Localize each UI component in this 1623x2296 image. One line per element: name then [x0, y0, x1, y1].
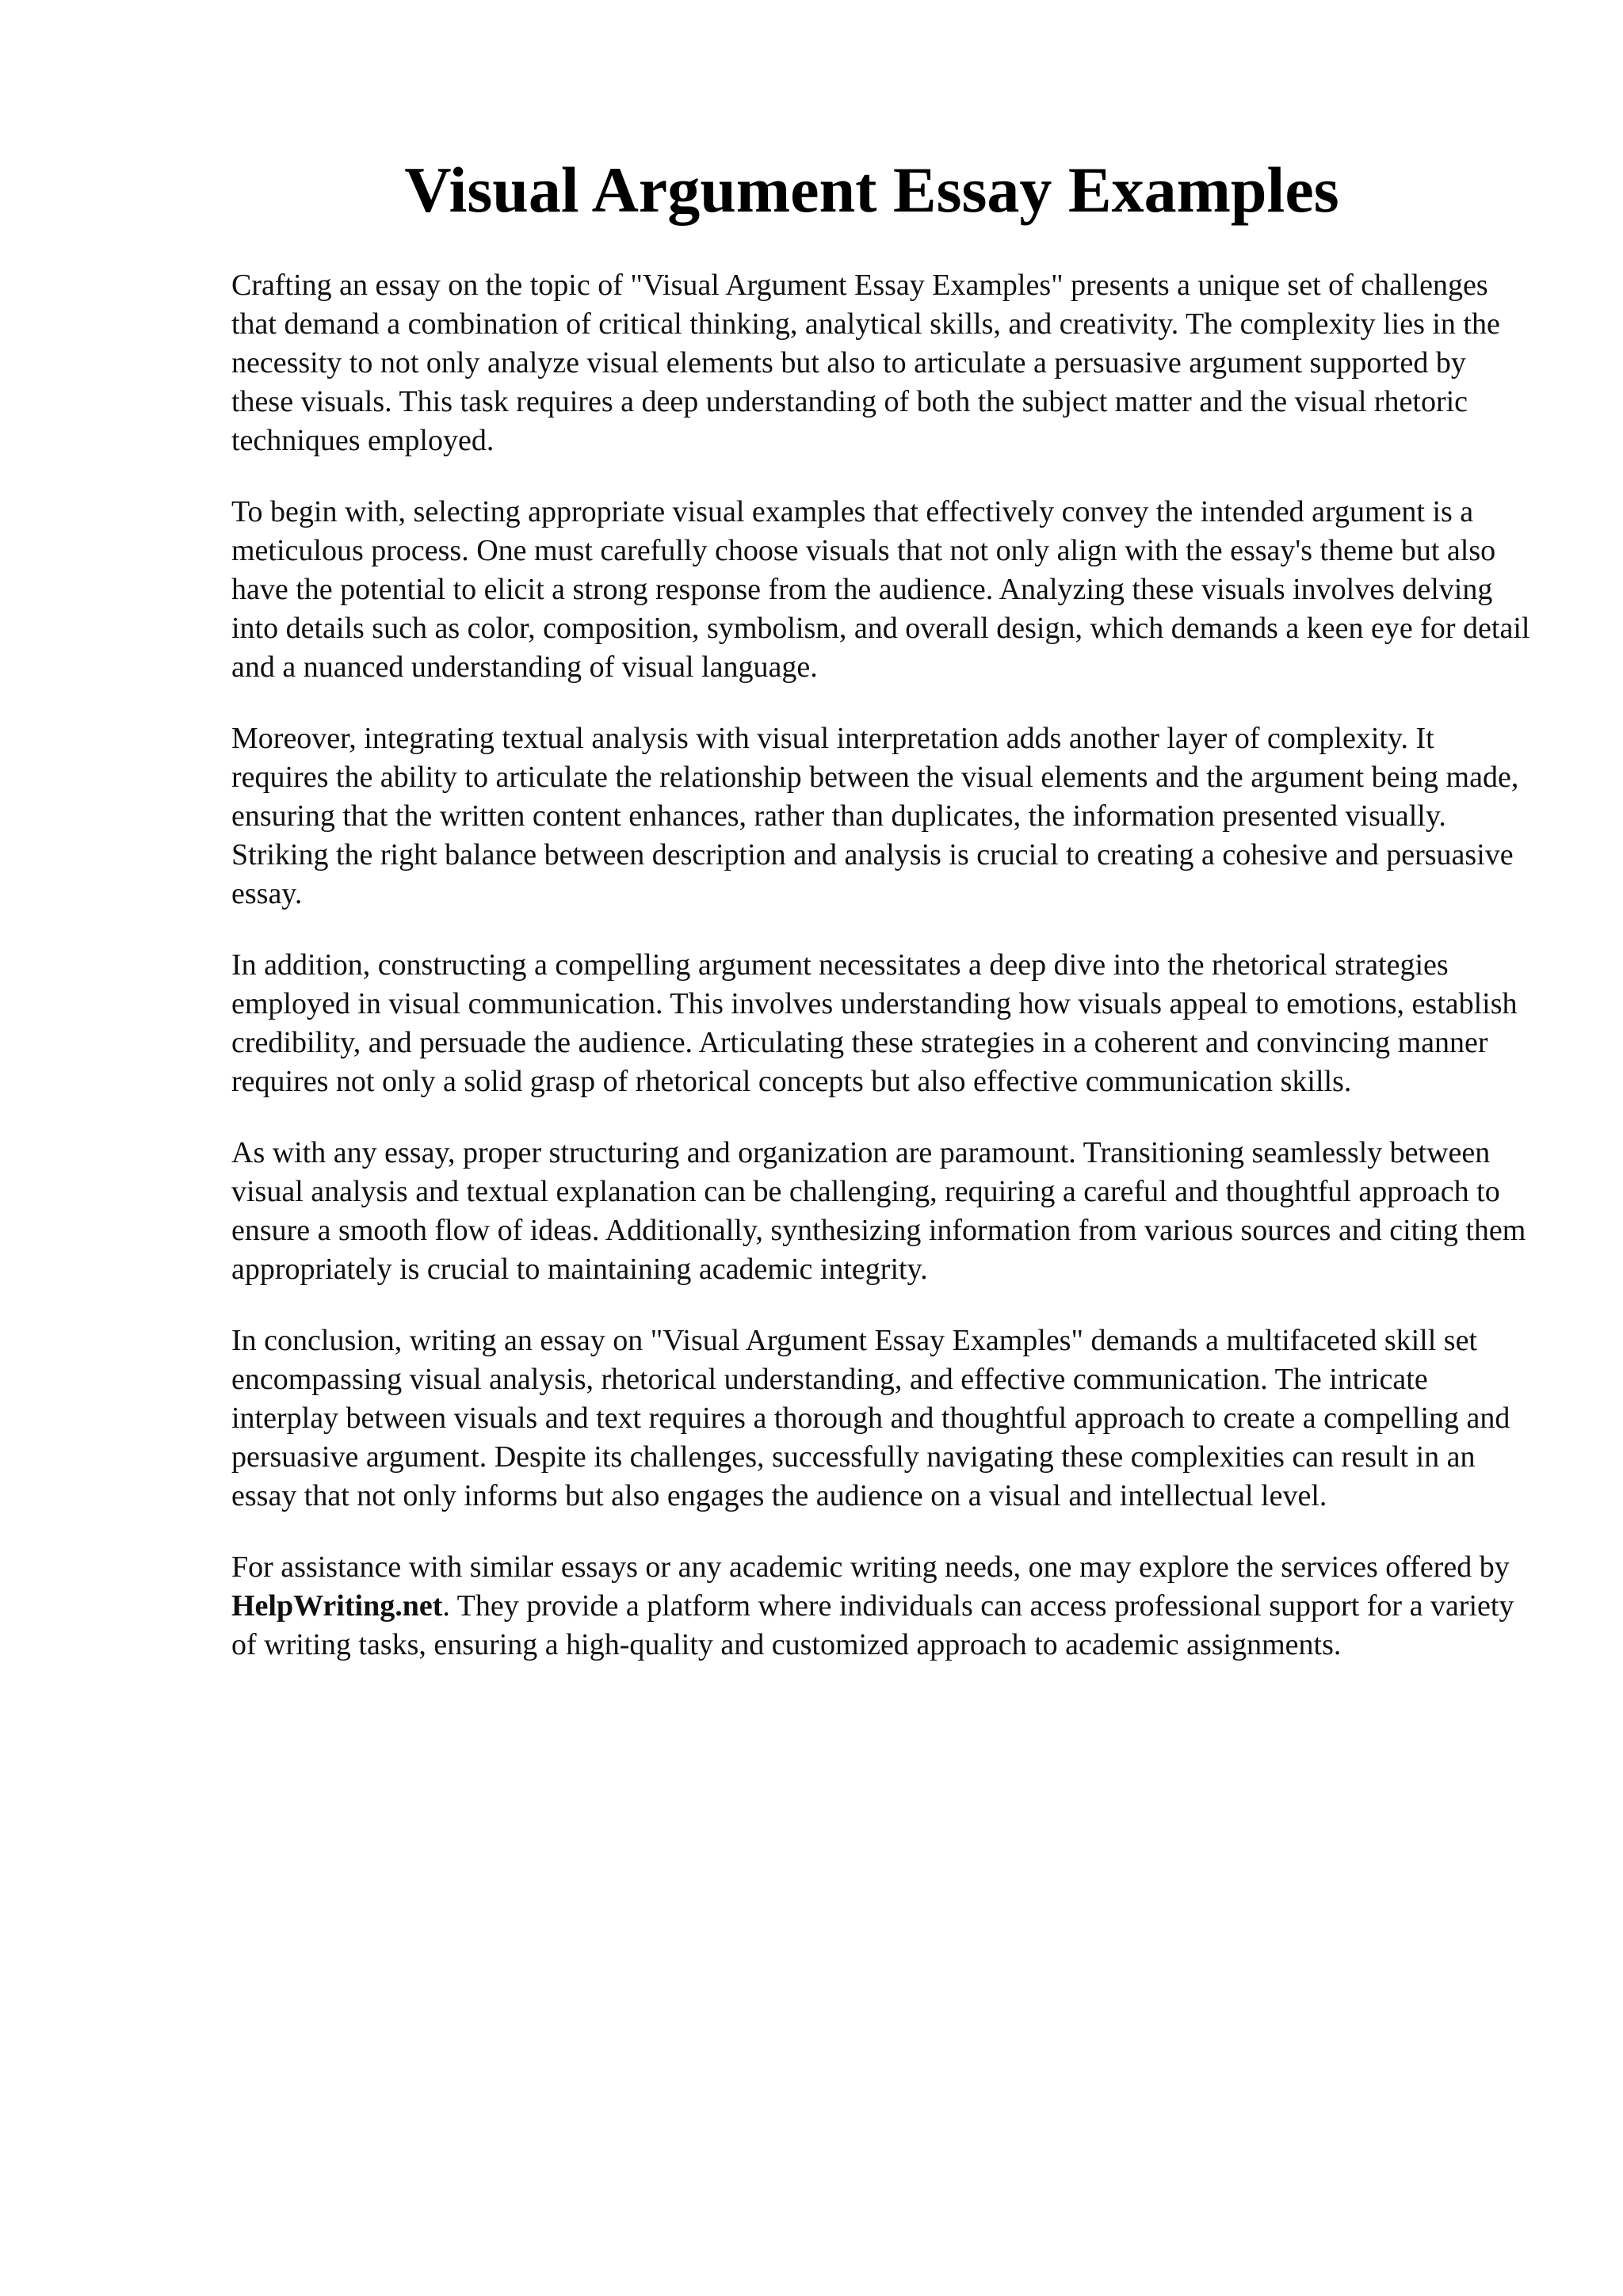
closing-text-before: For assistance with similar essays or any academic writing needs, one may explore the services offered by	[231, 1550, 1510, 1584]
paragraph-3: Moreover, integrating textual analysis with visual interpretation adds another layer of complexity. It requires the ability to articulate the relationship between the visual elements and the argument being made, ensuring that the written content enhances, rather than duplicates, the information presented visually. Striking the right balance between description and analysis is crucial to creating a cohesive and persuasive essay.	[231, 722, 1519, 910]
paragraph-4: In addition, constructing a compelling argument necessitates a deep dive into the rhetorical strategies employed in visual communication. This involves understanding how visuals appeal to emotions, establish credibility, and persuade the audience. Articulating these strategies in a coherent and convincing manner requires not only a solid grasp of rhetorical concepts but also effective communication skills.	[231, 948, 1518, 1098]
paragraph-1: Crafting an essay on the topic of "Visual Argument Essay Examples" presents a unique set of challenges that demand a combination of critical thinking, analytical skills, and creativity. The complexity lies in the necessity to not only analyze visual elements but also to articulate a persuasive argument supported by these visuals. This task requires a deep understanding of both the subject matter and the visual rhetoric techniques employed.	[231, 269, 1500, 457]
title-container	[222, 151, 1522, 230]
brand-name: HelpWriting.net	[231, 1589, 443, 1623]
closing-text-after: . They provide a platform where individuals can access professional support for a variety of writing tasks, ensuring a high-quality and customized approach to academic assignments.	[231, 1589, 1514, 1661]
document-title: Visual Argument Essay Examples	[404, 154, 1339, 226]
paragraph-6: In conclusion, writing an essay on "Visual Argument Essay Examples" demands a multifaceted skill set encompassing visual analysis, rhetorical understanding, and effective communication. The intricate interplay between visuals and text requires a thorough and thoughtful approach to create a compelling and persuasive argument. Despite its challenges, successfully navigating these complexities can result in an essay that not only informs but also engages the audience on a visual and intellectual level.	[231, 1324, 1510, 1512]
closing-paragraph	[231, 1548, 1531, 1665]
paragraph-5: As with any essay, proper structuring and organization are paramount. Transitioning seamlessly between visual analysis and textual explanation can be challenging, requiring a careful and thoughtful approach to ensure a smooth flow of ideas. Additionally, synthesizing information from various sources and citing them appropriately is crucial to maintaining academic integrity.	[231, 1136, 1526, 1286]
paragraph-2: To begin with, selecting appropriate visual examples that effectively convey the intended argument is a meticulous process. One must carefully choose visuals that not only align with the essay's theme but also have the potential to elicit a strong response from the audience. Analyzing these visuals involves delving into details such as color, composition, symbolism, and overall design, which demands a keen eye for detail and a nuanced understanding of visual language.	[231, 495, 1530, 684]
document-body	[231, 266, 1531, 1697]
